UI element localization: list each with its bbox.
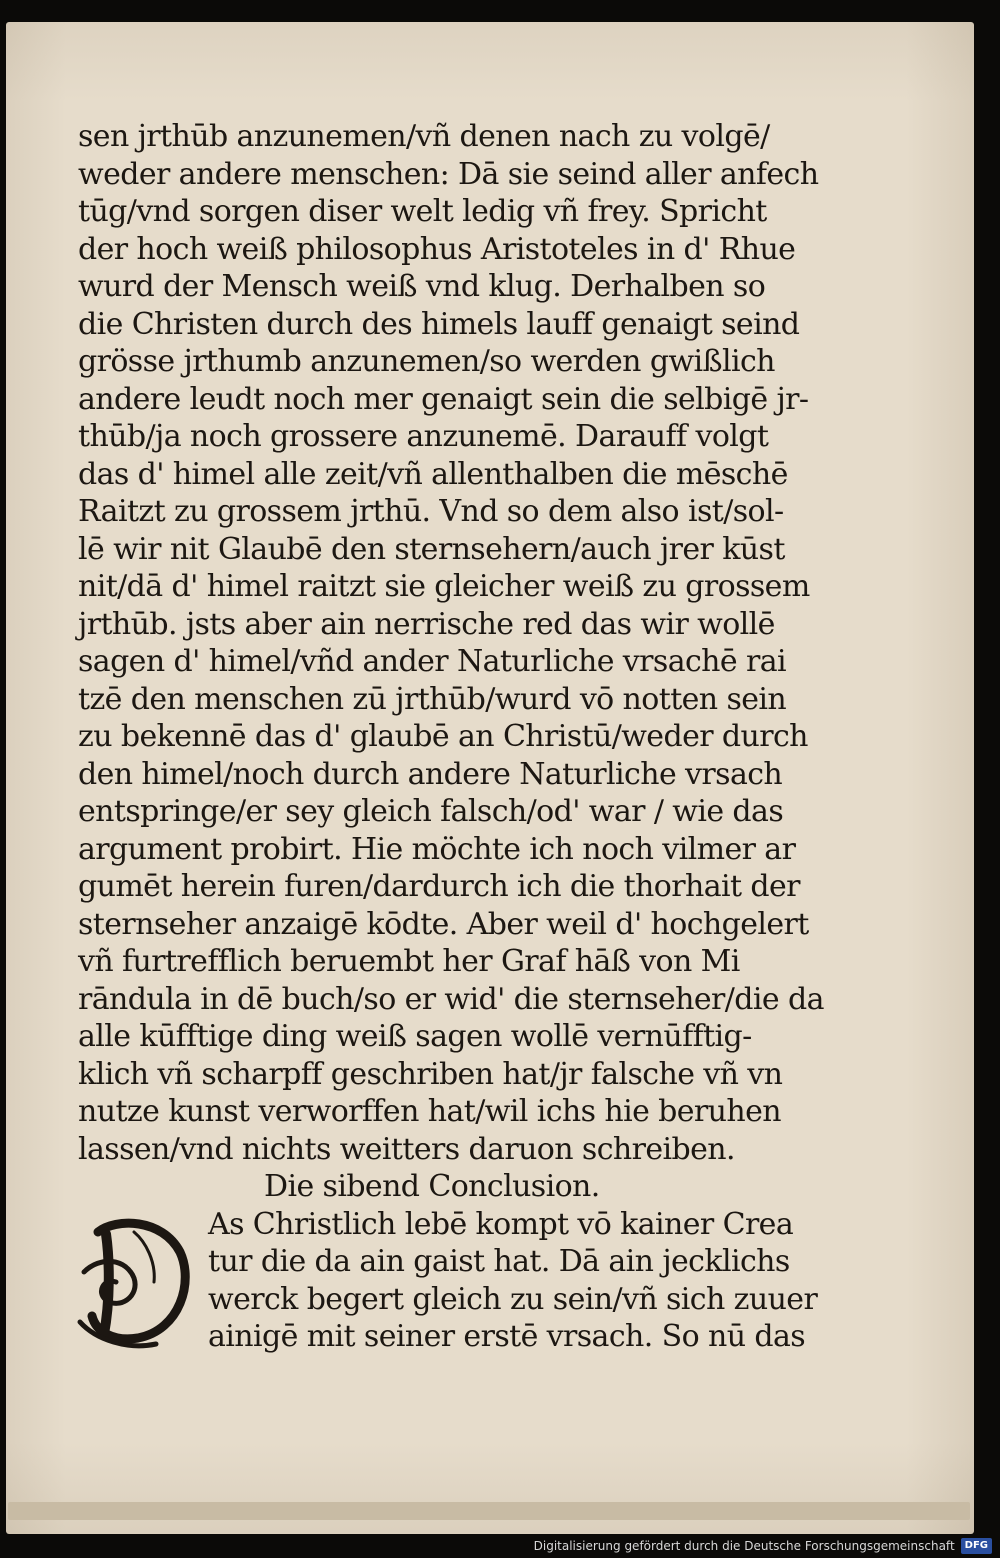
- text-line: sagen d' himel/vñd ander Naturliche vrsachē rai: [78, 644, 787, 679]
- text-line: das d' himel alle zeit/vñ allenthalben die mēschē: [78, 456, 788, 492]
- text-line: argument probirt. Hie möchte ich noch vilmer ar: [78, 831, 796, 867]
- text-line: lassen/vnd nichts weitters daruon schreiben.: [78, 1131, 735, 1167]
- decorated-initial-d-icon: [76, 1212, 196, 1354]
- text-line: tūg/vnd sorgen diser welt ledig vñ frey. Spricht: [78, 194, 767, 229]
- text-line: alle kūfftige ding weiß sagen wollē vernūfftig-: [78, 1019, 752, 1054]
- conclusion-line: werck begert gleich zu sein/vñ sich zuuer: [208, 1281, 818, 1317]
- footer: [534, 1536, 992, 1556]
- dfg-logo: DFG: [961, 1538, 992, 1554]
- text-line: gumēt herein furen/dardurch ich die thorhait der: [78, 869, 800, 904]
- section-heading: Die sibend Conclusion.: [264, 1169, 600, 1204]
- text-line: weder andere menschen: Dā sie seind aller anfech: [78, 156, 819, 192]
- text-line: Raitzt zu grossem jrthū. Vnd so dem also ist/sol-: [78, 494, 784, 529]
- conclusion-line: ainigē mit seiner erstē vrsach. So nū das: [208, 1319, 806, 1354]
- text-line: rāndula in dē buch/so er wid' die sternseher/die da: [78, 981, 824, 1017]
- text-line: sen jrthūb anzunemen/vñ denen nach zu volgē/: [78, 119, 770, 154]
- text-line: nutze kunst verworffen hat/wil ichs hie beruhen: [78, 1094, 781, 1129]
- text-line: klich vñ scharpff geschriben hat/jr falsche vñ vn: [78, 1056, 783, 1092]
- text-line: der hoch weiß philosophus Aristoteles in d' Rhue: [78, 231, 796, 267]
- text-line: nit/dā d' himel raitzt sie gleicher weiß zu grossem: [78, 569, 810, 604]
- text-line: wurd der Mensch weiß vnd klug. Derhalben so: [78, 269, 766, 304]
- text-line: thūb/ja noch grossere anzunemē. Darauff volgt: [78, 419, 769, 454]
- text-line: die Christen durch des himels lauff genaigt seind: [78, 306, 800, 342]
- text-line: zu bekennē das d' glaubē an Christū/weder durch: [78, 719, 808, 754]
- text-line: sternseher anzaigē kōdte. Aber weil d' hochgelert: [78, 906, 809, 942]
- page-edge: [8, 1502, 970, 1520]
- conclusion-line: As Christlich lebē kompt vō kainer Crea: [208, 1206, 794, 1242]
- text-line: den himel/noch durch andere Naturliche vrsach: [78, 756, 783, 792]
- footer-text: Digitalisierung gefördert durch die Deutsche Forschungsgemeinschaft: [533, 1539, 955, 1553]
- conclusion-line: tur die da ain gaist hat. Dā ain jecklichs: [208, 1244, 790, 1279]
- text-line: andere leudt noch mer genaigt sein die selbigē jr-: [78, 381, 809, 417]
- text-line: grösse jrthumb anzunemen/so werden gwißlich: [78, 344, 775, 379]
- text-line: jrthūb. jsts aber ain nerrische red das wir wollē: [78, 606, 775, 642]
- text-line: tzē den menschen zū jrthūb/wurd vō notten sein: [78, 681, 787, 717]
- body-text: [78, 118, 824, 1356]
- text-line: entspringe/er sey gleich falsch/od' war / wie das: [78, 794, 784, 829]
- text-line: lē wir nit Glaubē den sternsehern/auch jrer kūst: [78, 531, 785, 567]
- text-line: vñ furtrefflich beruembt her Graf hāß von Mi: [78, 944, 740, 979]
